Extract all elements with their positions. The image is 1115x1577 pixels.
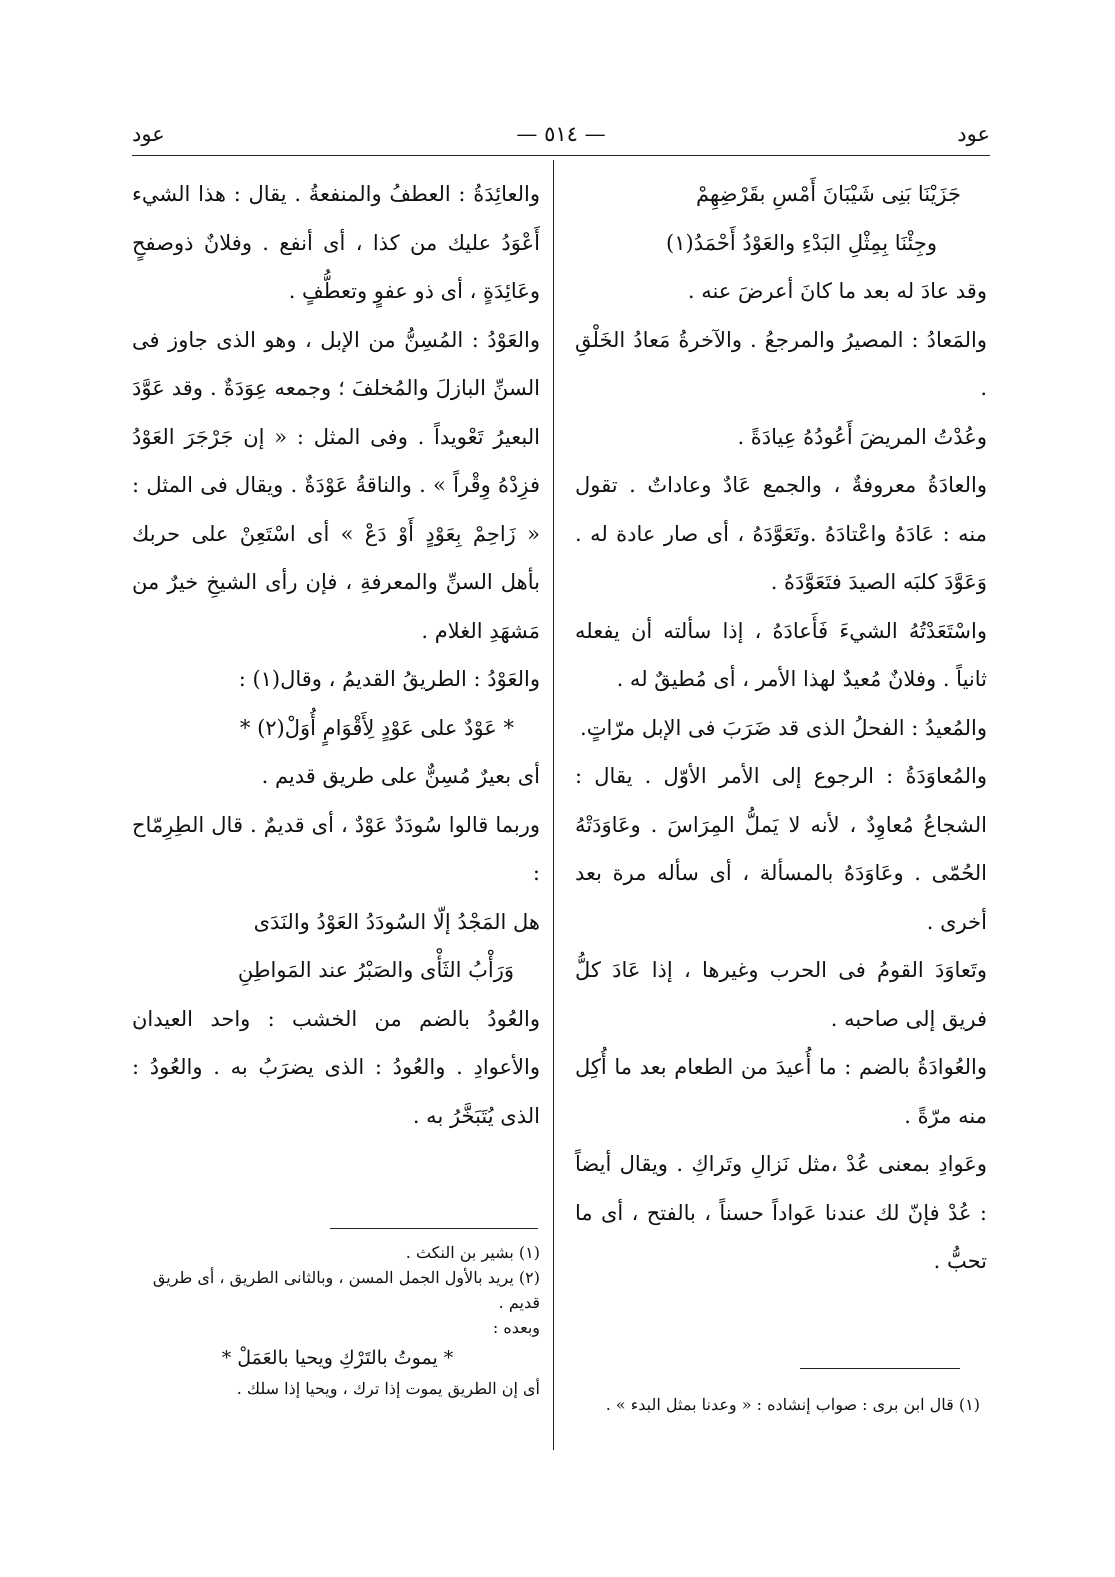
entry-paragraph: وتَعاوَدَ القومُ فى الحرب وغيرها ، إذا عَادَ كلُّ فريق إلى صاحبه .: [575, 958, 987, 1031]
entry-paragraph: والمَعادُ : المصيرُ والمرجعُ . والآخرةُ مَعادُ الخَلْقِ .: [575, 327, 987, 400]
column-divider: [553, 160, 554, 1450]
entry-paragraph: والمُعاوَدَةُ : الرجوع إلى الأمر الأوّل . يقال : الشجاعُ مُعاوِدٌ ، لأنه لا يَملُّ المِرَاسَ . وعَاوَدَتْهُ الحُمّى . وعَاوَدَهُ بالمسألة ، أى سأله مرة بعد أخرى .: [575, 764, 987, 934]
footnote: (١) قال ابن برى : صواب إنشاده : « وعدنا بمثل البدء » .: [605, 1395, 980, 1414]
entry-paragraph: أى بعيرٌ مُسِنٌّ على طريق قديم .: [261, 764, 540, 788]
footnote: (١) بشير بن النكث .: [405, 1243, 540, 1262]
right-footnotes: [600, 1392, 980, 1417]
verse-line: هل المَجْدُ إلّا السُودَدُ العَوْدُ والنَدَى: [253, 909, 540, 934]
entry-paragraph: وعُدْتُ المريضَ أَعُودُهُ عِيادَةً .: [737, 424, 987, 449]
right-column: [575, 170, 987, 1286]
header-right-word: عود: [957, 122, 990, 146]
footnote: (٢) يريد بالأول الجمل المسن ، وبالثانى الطريق ، أى طريق قديم .: [152, 1268, 540, 1312]
page-header: [132, 122, 990, 154]
entry-paragraph: واسْتَعَدْتُهُ الشيءَ فَأَعادَهُ ، إذا سألته أن يفعله ثانياً . وفلانٌ مُعيدٌ لهذا الأمر ، أى مُطيقٌ له .: [575, 618, 987, 691]
entry-paragraph: والمُعيدُ : الفحلُ الذى قد ضَرَبَ فى الإبل مرّاتٍ.: [580, 715, 987, 740]
footnote-verse: * يموتُ بالتَرْكِ ويحيا بالعَمَلْ *: [221, 1347, 454, 1369]
verse-line: جَزَيْنَا بَنِى شَيْبَانَ أَمْسِ بقَرْضِهِمْ: [695, 182, 961, 206]
entry-paragraph: وربما قالوا سُودَدٌ عَوْدٌ ، أى قديمٌ . قال الطِرِمّاح :: [132, 812, 540, 885]
footnote-rule: [330, 1228, 538, 1229]
entry-paragraph: والعَوْدُ : الطريقُ القديمُ ، وقال(١) :: [238, 667, 540, 691]
footnote: أى إن الطريق يموت إذا ترك ، ويحيا إذا سلك .: [236, 1379, 540, 1398]
entry-paragraph: والعُوادَةُ بالضم : ما أُعيدَ من الطعام بعد ما أُكِل منه مرّةً .: [575, 1055, 987, 1128]
entry-paragraph: والعُودُ بالضم من الخشب : واحد العيدان والأعوادِ . والعُودُ : الذى يضرَبُ به . والعُودُ : الذى يُتَبَخَّرُ به .: [132, 1006, 540, 1128]
header-rule: [132, 155, 990, 156]
verse-line: وجِئْنَا بِمِثْلِ البَدْءِ والعَوْدُ أَحْمَدُ(١): [666, 230, 937, 255]
entry-paragraph: وقد عادَ له بعد ما كانَ أعرضَ عنه .: [687, 279, 987, 303]
entry-paragraph: وعَوادِ بمعنى عُدْ ،مثل نَزالِ وتَراكِ . ويقال أيضاً : عُدْ فإنّ لك عندنا عَواداً حسناً ، بالفتح ، أى ما تحبُّ .: [575, 1152, 987, 1273]
verse-line: * عَوْدٌ على عَوْدٍ لِأَقْوَامٍ أُوَلْ(٢) *: [239, 715, 514, 740]
footnote: وبعده :: [492, 1318, 540, 1337]
page-number: — ٥١٤ —: [516, 122, 606, 146]
entry-paragraph: والعائِدَةُ : العطفُ والمنفعةُ . يقال : هذا الشيء أَعْوَدُ عليك من كذا ، أى أنفع . وفلانٌ ذوصفحٍ وعَائِدَةٍ ، أى ذو عفوٍ وتعطُّفٍ .: [132, 182, 540, 303]
verse-line: وَرَأْبُ الثَأْى والصَبْرُ عند المَواطِنِ: [237, 958, 514, 982]
left-column: [132, 170, 540, 1140]
header-left-word: عود: [132, 122, 165, 146]
left-footnotes: [135, 1240, 540, 1401]
entry-paragraph: والعادَةُ معروفةٌ ، والجمع عَادٌ وعاداتٌ . تقول منه : عَادَهُ واعْتادَهُ .وتَعَوَّدَهُ ، أى صار عادة له . وَعَوَّدَ كلبَه الصيدَ فتَعَوَّدَهُ .: [575, 473, 987, 594]
footnote-rule: [800, 1368, 960, 1369]
entry-paragraph: والعَوْدُ : المُسِنُّ من الإبل ، وهو الذى جاوز فى السنِّ البازلَ والمُخلفَ ؛ وجمعه عِوَدَةٌ . وقد عَوَّدَ البعيرُ تَعْويداً . وفى المثل : « إن جَرْجَرَ العَوْدُ فزِدْهُ وِقْراً » . والناقةُ عَوْدَةٌ . ويقال فى المثل : « زَاحِمْ بِعَوْدٍ أَوْ دَعْ » أى اسْتَعِنْ على حربك بأهل السنِّ والمعرفةِ ، فإن رأى الشيخِ خيرٌ من مَشهَدِ الغلام .: [132, 327, 540, 643]
